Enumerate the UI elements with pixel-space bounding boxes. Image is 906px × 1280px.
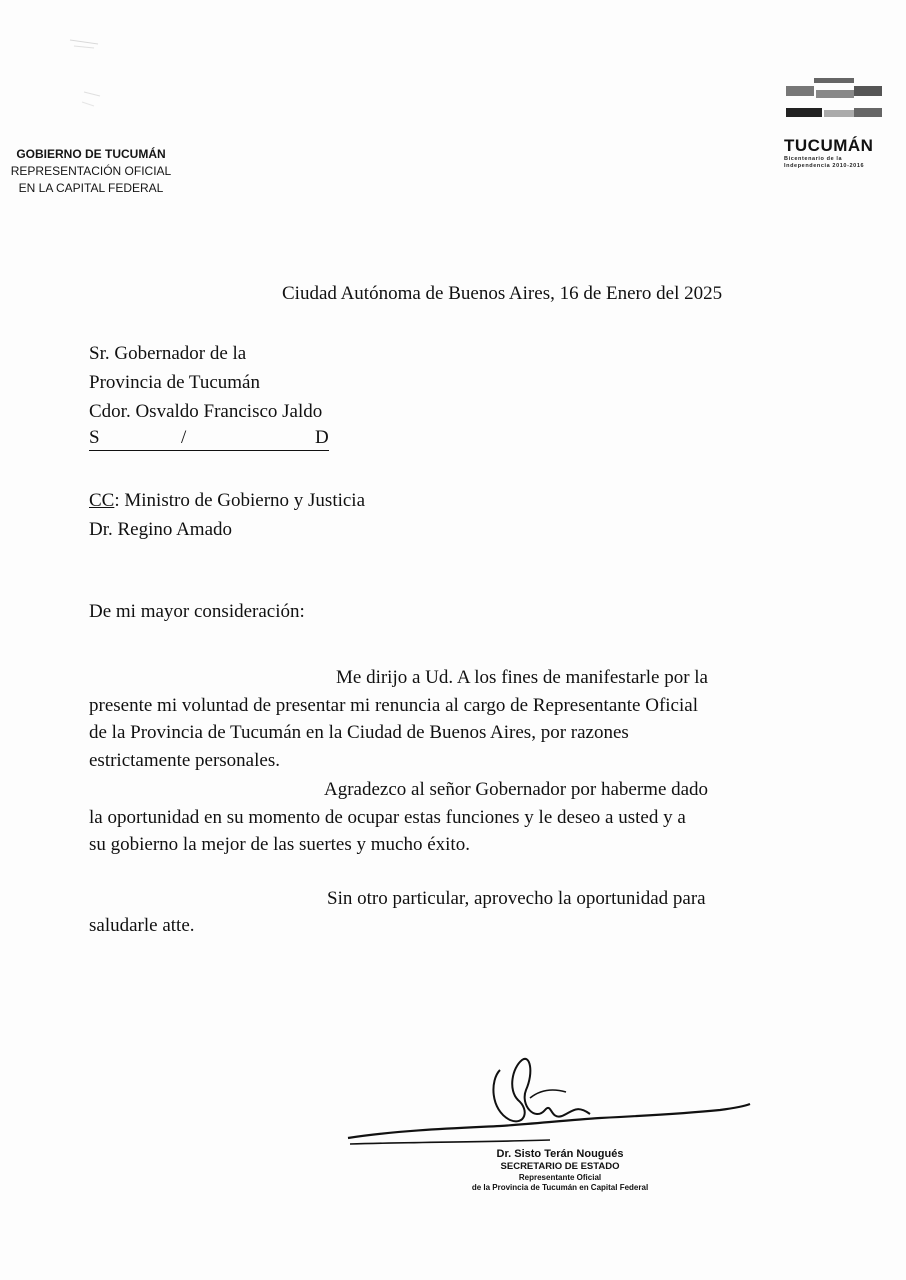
body-p1-line-3: de la Provincia de Tucumán en la Ciudad de Buenos Aires, por razones: [89, 722, 629, 743]
body-p1-line-1: Me dirijo a Ud. A los fines de manifestarle por la: [336, 667, 708, 688]
sd-slash: /: [181, 427, 187, 448]
body-p3-line-2: saludarle atte.: [89, 915, 195, 936]
signatory-name: Dr. Sisto Terán Nougués: [496, 1148, 624, 1160]
addressee-line-2: Provincia de Tucumán: [89, 372, 260, 393]
letter-body: [89, 664, 799, 940]
signatory-of: de la Provincia de Tucumán en Capital Federal: [471, 1183, 649, 1192]
tucuman-logo: [784, 78, 884, 170]
body-p2-line-2: la oportunidad en su momento de ocupar estas funciones y le deseo a usted y a: [89, 806, 686, 828]
scan-smudge: [64, 34, 104, 114]
logo-sub-2: Independencia 2010-2016: [784, 163, 865, 169]
sd-line: [89, 426, 329, 451]
handwritten-signature: [340, 1050, 760, 1150]
sd-s: S: [89, 427, 100, 448]
letterhead-org: GOBIERNO DE TUCUMÁN: [16, 147, 166, 161]
letterhead-line-2: REPRESENTACIÓN OFICIAL: [10, 164, 172, 178]
letterhead: [0, 146, 182, 197]
signature-block: [420, 1148, 700, 1193]
logo-sub-1: Bicentenario de la: [784, 156, 843, 162]
sd-d: D: [315, 427, 329, 448]
body-p2-line-3: su gobierno la mejor de las suertes y mucho éxito.: [89, 834, 470, 855]
cc-block: [89, 486, 365, 544]
logo-name: TUCUMÁN: [784, 136, 874, 155]
body-p2-line-1: Agradezco al señor Gobernador por haberme dado: [324, 779, 709, 800]
body-p3-line-1: Sin otro particular, aprovecho la oportunidad para: [327, 887, 706, 909]
logo-stripes-icon: [784, 78, 884, 130]
body-p1-line-4: estrictamente personales.: [89, 749, 280, 771]
body-p1-line-2: presente mi voluntad de presentar mi renuncia al cargo de Representante Oficial: [89, 694, 698, 716]
cc-line-2: Dr. Regino Amado: [89, 519, 233, 540]
cc-label: CC: [89, 490, 115, 511]
signatory-role: Representante Oficial: [518, 1173, 602, 1182]
greeting: De mi mayor consideración:: [89, 601, 305, 622]
date-line: Ciudad Autónoma de Buenos Aires, 16 de Enero del 2025: [282, 283, 723, 304]
signatory-title: SECRETARIO DE ESTADO: [500, 1161, 620, 1172]
addressee-line-1: Sr. Gobernador de la: [89, 343, 247, 364]
cc-line-1: : Ministro de Gobierno y Justicia: [114, 490, 366, 511]
addressee: [89, 339, 329, 460]
addressee-line-3: Cdor. Osvaldo Francisco Jaldo: [89, 401, 323, 422]
letterhead-line-3: EN LA CAPITAL FEDERAL: [18, 181, 164, 195]
